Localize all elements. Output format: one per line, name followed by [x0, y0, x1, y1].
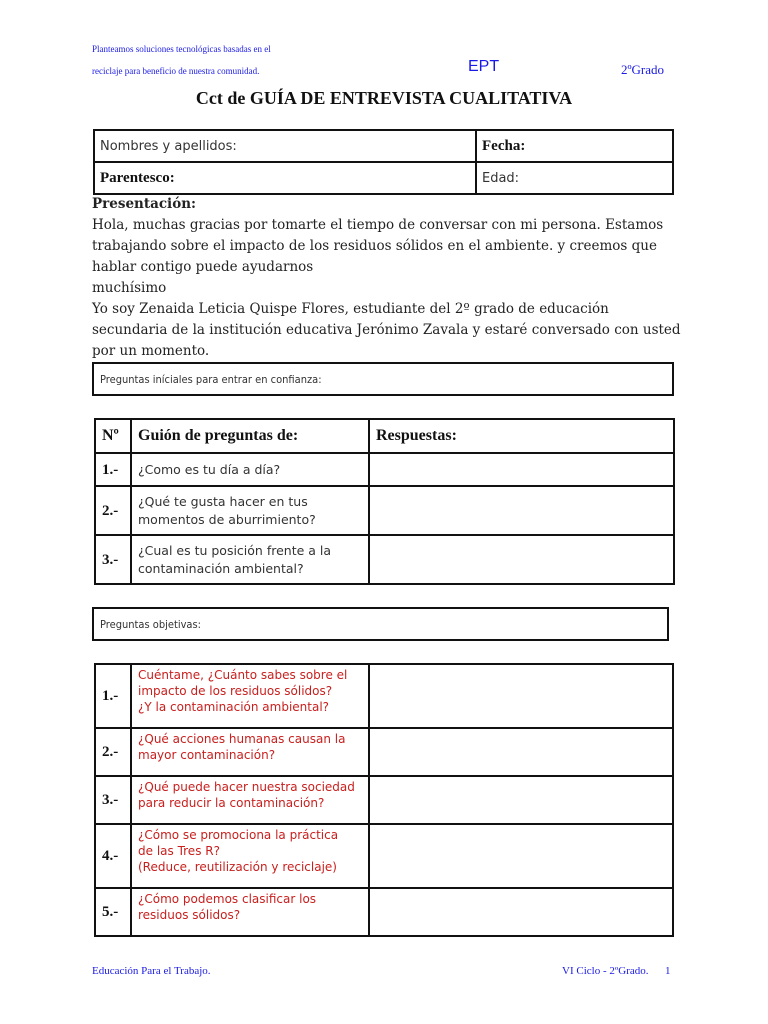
question-text: impacto de los residuos sólidos? — [138, 684, 333, 698]
question-text: ¿Cómo podemos clasificar los — [138, 892, 317, 906]
presentation-line: Hola, muchas gracias por tomarte el tiempo de conversar con mi persona. Estamos — [92, 217, 664, 233]
presentation-block — [92, 194, 692, 362]
grade-label: 2ºGrado — [621, 62, 665, 77]
question-cell — [131, 453, 369, 486]
table-row — [95, 664, 673, 728]
table-row — [95, 728, 673, 776]
age-field[interactable]: Edad: — [476, 162, 673, 194]
presentation-line: hablar contigo puede ayudarnos — [92, 259, 314, 275]
question-cell — [131, 664, 369, 728]
table-row — [95, 888, 673, 936]
question-cell — [131, 535, 369, 584]
answer-cell[interactable] — [369, 486, 674, 535]
answer-cell[interactable] — [369, 728, 673, 776]
answer-cell[interactable] — [369, 824, 673, 888]
question-text: ¿Qué te gusta hacer en tus — [138, 493, 308, 509]
page-number: 1 — [665, 965, 671, 977]
row-number: 3.- — [95, 776, 131, 824]
objective-questions-table — [94, 663, 674, 937]
footer-right: VI Ciclo - 2ºGrado. — [562, 965, 649, 977]
question-cell — [131, 728, 369, 776]
question-text: contaminación ambiental? — [138, 560, 304, 576]
table-row — [95, 486, 674, 535]
presentation-line: muchísimo — [92, 280, 167, 296]
presentation-label: Presentación: — [92, 196, 196, 212]
question-text: para reducir la contaminación? — [138, 796, 325, 810]
question-text: mayor contaminación? — [138, 748, 276, 762]
question-cell — [131, 888, 369, 936]
table-row — [95, 535, 674, 584]
personal-info-table — [93, 129, 674, 195]
table-row — [95, 453, 674, 486]
document-title: Cct de GUÍA DE ENTREVISTA CUALITATIVA — [195, 88, 573, 108]
question-text: ¿Qué puede hacer nuestra sociedad — [138, 780, 355, 794]
row-number: 1.- — [95, 453, 131, 486]
initial-questions-table — [94, 418, 675, 585]
question-text: ¿Qué acciones humanas causan la — [138, 732, 346, 746]
answer-cell[interactable] — [369, 453, 674, 486]
answer-cell[interactable] — [369, 664, 673, 728]
question-cell — [131, 824, 369, 888]
presentation-line: por un momento. — [92, 343, 210, 359]
question-text: ¿Cómo se promociona la práctica — [138, 828, 339, 842]
presentation-line: trabajando sobre el impacto de los residuos sólidos en el ambiente. y creemos que — [92, 238, 657, 254]
header-answers: Respuestas: — [369, 419, 674, 453]
row-number: 3.- — [95, 535, 131, 584]
course-label: EPT — [468, 58, 500, 75]
question-text: ¿Como es tu día a día? — [138, 461, 281, 477]
table-row — [95, 824, 673, 888]
row-number: 1.- — [95, 664, 131, 728]
initial-questions-heading: Preguntas iníciales para entrar en confianza: — [92, 362, 674, 396]
answer-cell[interactable] — [369, 535, 674, 584]
table-row — [95, 776, 673, 824]
date-field[interactable]: Fecha: — [476, 130, 673, 162]
question-text: ¿Y la contaminación ambiental? — [138, 700, 330, 714]
answer-cell[interactable] — [369, 888, 673, 936]
header-questions: Guión de preguntas de: — [131, 419, 369, 453]
question-text: residuos sólidos? — [138, 908, 241, 922]
question-text: Cuéntame, ¿Cuánto sabes sobre el — [138, 668, 348, 682]
footer-left: Educación Para el Trabajo. — [92, 965, 211, 977]
question-cell — [131, 486, 369, 535]
question-text: (Reduce, reutilización y reciclaje) — [138, 860, 337, 874]
row-number: 2.- — [95, 486, 131, 535]
row-number: 2.- — [95, 728, 131, 776]
header-number: Nº — [95, 419, 131, 453]
relation-field[interactable]: Parentesco: — [94, 162, 476, 194]
presentation-line: Yo soy Zenaida Leticia Quispe Flores, estudiante del 2º grado de educación — [92, 301, 609, 317]
presentation-line: secundaria de la institución educativa Jerónimo Zavala y estaré conversado con usted — [92, 322, 681, 338]
question-text: de las Tres R? — [138, 844, 220, 858]
question-text: ¿Cual es tu posición frente a la — [138, 542, 332, 558]
answer-cell[interactable] — [369, 776, 673, 824]
question-text: momentos de aburrimiento? — [138, 511, 316, 527]
row-number: 5.- — [95, 888, 131, 936]
question-cell — [131, 776, 369, 824]
header-motto-line-1: Planteamos soluciones tecnológicas basadas en el — [92, 44, 271, 54]
objective-questions-heading: Preguntas objetivas: — [92, 607, 669, 641]
names-field[interactable]: Nombres y apellidos: — [94, 130, 476, 162]
header-motto-line-2: reciclaje para beneficio de nuestra comunidad. — [92, 66, 260, 76]
row-number: 4.- — [95, 824, 131, 888]
